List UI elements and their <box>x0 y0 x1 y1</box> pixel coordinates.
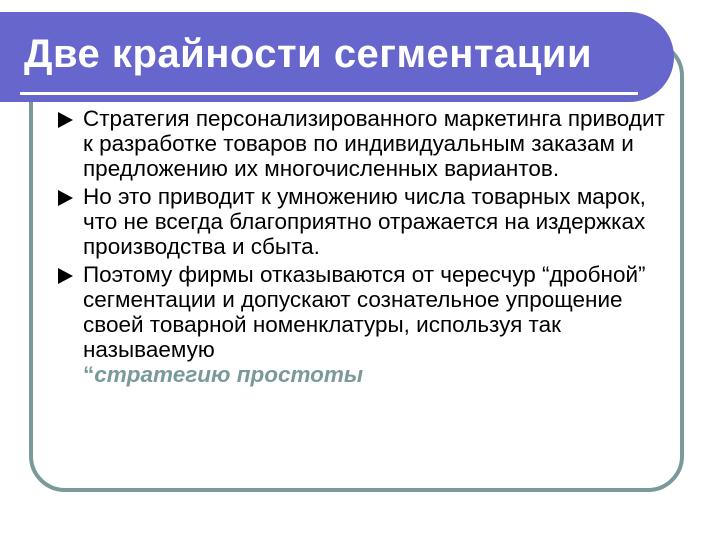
triangle-bullet-icon <box>58 112 73 128</box>
bullet-text: Но это приводит к умножению числа товарных марок, что не всегда благоприятно отражается на издержках производства и сбыта. <box>83 184 646 259</box>
title-underline <box>20 92 638 95</box>
emphasis-quote: “ <box>83 362 95 387</box>
slide-title: Две крайности сегментации <box>24 32 593 76</box>
bullet-item <box>56 184 676 259</box>
bullet-item <box>56 262 676 387</box>
bullet-text: Стратегия персонализированного маркетинга приводит к разработке товаров по индивидуальным заказам и предложению их многочисленных вариантов. <box>83 106 665 181</box>
bullet-text: Поэтому фирмы отказываются от чересчур “дробной” сегментации и допускают сознательное упрощение своей товарной номенклатуры, используя так называемую <box>83 262 646 362</box>
bullet-item <box>56 106 676 181</box>
triangle-bullet-icon <box>58 268 73 284</box>
bullet-list <box>56 106 676 390</box>
emphasis-term: стратегию простоты <box>94 362 364 387</box>
triangle-bullet-icon <box>58 190 73 206</box>
